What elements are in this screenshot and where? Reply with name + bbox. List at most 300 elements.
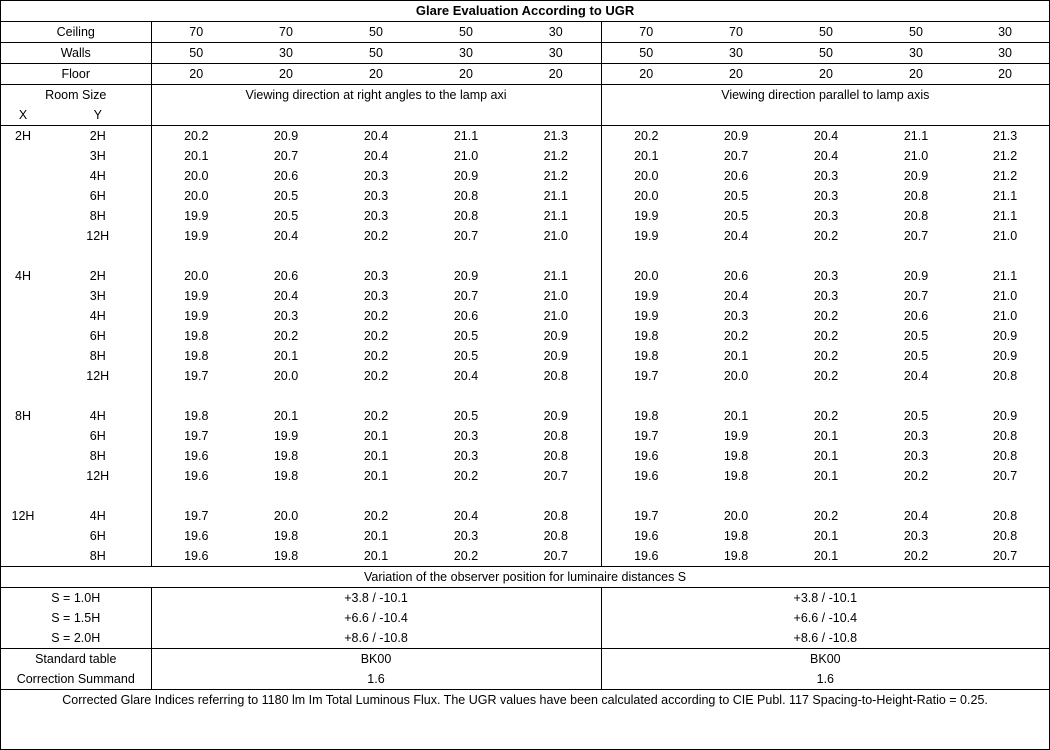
ugr-value-perpendicular: 20.8 bbox=[453, 189, 479, 203]
ugr-table-body bbox=[1, 1, 1049, 710]
ugr-value-parallel: 20.8 bbox=[992, 429, 1018, 443]
ugr-value-parallel: 19.7 bbox=[634, 369, 659, 383]
reflectance-value: 20 bbox=[151, 64, 241, 85]
ugr-value-perpendicular: 19.7 bbox=[184, 509, 209, 523]
ugr-value-perpendicular: 19.6 bbox=[184, 529, 209, 543]
y-value: 12H bbox=[45, 466, 151, 486]
ugr-value-perpendicular: 20.4 bbox=[453, 369, 479, 383]
reflectance-value: 50 bbox=[331, 22, 421, 43]
ugr-value-parallel: 20.7 bbox=[723, 149, 749, 163]
ugr-value-parallel: 19.6 bbox=[634, 449, 659, 463]
table-row bbox=[1, 346, 1049, 366]
ugr-value-perpendicular: 20.1 bbox=[363, 549, 389, 563]
ugr-value-perpendicular: 19.9 bbox=[184, 289, 209, 303]
ugr-value-parallel: 20.2 bbox=[813, 409, 839, 423]
table-row bbox=[1, 546, 1049, 567]
header-spacer bbox=[691, 105, 781, 126]
y-value: 6H bbox=[45, 526, 151, 546]
direction-header-row bbox=[1, 85, 1049, 106]
ugr-value-parallel: 20.8 bbox=[992, 449, 1018, 463]
reflectance-value: 70 bbox=[151, 22, 241, 43]
ugr-value-parallel: 19.8 bbox=[723, 449, 749, 463]
ugr-value-parallel: 20.7 bbox=[903, 289, 929, 303]
ugr-value-parallel: 20.9 bbox=[992, 409, 1018, 423]
ugr-value-perpendicular: 20.0 bbox=[273, 369, 299, 383]
reflectance-value: 50 bbox=[781, 43, 871, 64]
ugr-value-perpendicular: 21.3 bbox=[511, 126, 601, 147]
ugr-value-perpendicular: 19.7 bbox=[184, 369, 209, 383]
ugr-value-perpendicular: 19.9 bbox=[273, 429, 299, 443]
x-value: 2H bbox=[15, 129, 31, 143]
y-value: 3H bbox=[45, 286, 151, 306]
ugr-value-perpendicular: 19.8 bbox=[184, 409, 209, 423]
ugr-value-perpendicular: 20.6 bbox=[273, 269, 299, 283]
correction-value-perpendicular: 1.6 bbox=[151, 669, 601, 690]
ugr-value-perpendicular: 20.7 bbox=[453, 229, 479, 243]
ugr-value-parallel: 20.5 bbox=[723, 209, 749, 223]
ugr-value-perpendicular: 20.6 bbox=[273, 169, 299, 183]
ugr-value-perpendicular: 21.2 bbox=[511, 166, 601, 186]
ugr-value-perpendicular: 20.9 bbox=[511, 326, 601, 346]
ugr-value-perpendicular: 20.4 bbox=[273, 229, 299, 243]
spacer bbox=[601, 486, 1049, 506]
ugr-value-perpendicular: 20.9 bbox=[453, 169, 479, 183]
ugr-value-perpendicular: 21.1 bbox=[511, 206, 601, 226]
ugr-value-perpendicular: 20.1 bbox=[363, 449, 389, 463]
ugr-value-perpendicular: 19.8 bbox=[273, 469, 299, 483]
variation-title-row bbox=[1, 567, 1049, 588]
y-value: 2H bbox=[45, 126, 151, 147]
table-row bbox=[1, 126, 1049, 147]
ugr-value-parallel: 20.3 bbox=[903, 529, 929, 543]
reflectance-value: 50 bbox=[871, 22, 961, 43]
ugr-value-perpendicular: 20.9 bbox=[511, 346, 601, 366]
ugr-value-perpendicular: 20.8 bbox=[511, 426, 601, 446]
ugr-value-parallel: 21.0 bbox=[903, 149, 929, 163]
spacer bbox=[151, 246, 601, 266]
x-value bbox=[1, 466, 45, 486]
reflectance-value: 30 bbox=[511, 43, 601, 64]
ugr-value-parallel: 20.2 bbox=[634, 129, 659, 143]
ugr-value-perpendicular: 20.2 bbox=[363, 509, 389, 523]
y-header: Y bbox=[45, 105, 151, 126]
ugr-value-perpendicular: 20.9 bbox=[453, 269, 479, 283]
ugr-value-parallel: 20.6 bbox=[723, 269, 749, 283]
ugr-value-perpendicular: 20.2 bbox=[363, 349, 389, 363]
footer-note: Corrected Glare Indices referring to 1180 lm Im Total Luminous Flux. The UGR values have been calculated according to CIE Publ. 117 Spacing-to-Height-Ratio = 0.25. bbox=[62, 693, 988, 707]
spacer bbox=[1, 386, 151, 406]
x-value bbox=[1, 166, 45, 186]
ugr-value-perpendicular: 21.1 bbox=[453, 129, 479, 143]
ugr-value-parallel: 20.3 bbox=[903, 429, 929, 443]
ugr-value-perpendicular: 19.8 bbox=[184, 349, 209, 363]
ugr-value-parallel: 20.5 bbox=[903, 349, 929, 363]
variation-row bbox=[1, 608, 1049, 628]
table-row bbox=[1, 226, 1049, 246]
correction-summand-row bbox=[1, 669, 1049, 690]
variation-value-perpendicular: +6.6 / -10.4 bbox=[151, 608, 601, 628]
ugr-value-perpendicular: 20.0 bbox=[184, 189, 209, 203]
ugr-value-parallel: 20.1 bbox=[723, 409, 749, 423]
ugr-value-perpendicular: 21.0 bbox=[511, 226, 601, 246]
ugr-value-perpendicular: 20.3 bbox=[453, 429, 479, 443]
variation-value-perpendicular: +8.6 / -10.8 bbox=[151, 628, 601, 649]
standard-table-row bbox=[1, 649, 1049, 670]
y-value: 4H bbox=[45, 506, 151, 526]
ugr-value-parallel: 19.7 bbox=[634, 429, 659, 443]
ugr-value-perpendicular: 20.1 bbox=[363, 469, 389, 483]
ugr-value-parallel: 21.0 bbox=[992, 289, 1018, 303]
y-value: 4H bbox=[45, 406, 151, 426]
ugr-value-perpendicular: 20.7 bbox=[273, 149, 299, 163]
ugr-value-parallel: 20.4 bbox=[903, 509, 929, 523]
ugr-value-perpendicular: 20.5 bbox=[273, 209, 299, 223]
ugr-value-parallel: 19.9 bbox=[634, 289, 659, 303]
header-spacer bbox=[511, 105, 601, 126]
y-value: 12H bbox=[45, 366, 151, 386]
reflectance-value: 30 bbox=[961, 22, 1049, 43]
ugr-value-parallel: 20.4 bbox=[723, 229, 749, 243]
ugr-value-parallel: 20.8 bbox=[992, 369, 1018, 383]
reflectance-label: Floor bbox=[1, 64, 151, 85]
spacer bbox=[601, 386, 1049, 406]
ugr-value-parallel: 20.3 bbox=[813, 209, 839, 223]
ugr-value-perpendicular: 20.5 bbox=[453, 349, 479, 363]
table-row bbox=[1, 406, 1049, 426]
table-row bbox=[1, 326, 1049, 346]
ugr-value-parallel: 20.2 bbox=[813, 229, 839, 243]
ugr-value-perpendicular: 19.9 bbox=[184, 209, 209, 223]
ugr-value-perpendicular: 19.6 bbox=[184, 549, 209, 563]
y-value: 12H bbox=[45, 226, 151, 246]
ugr-value-parallel: 20.1 bbox=[813, 429, 839, 443]
x-value bbox=[1, 426, 45, 446]
ugr-value-parallel: 20.6 bbox=[723, 169, 749, 183]
variation-label: S = 1.0H bbox=[1, 588, 151, 609]
ugr-value-parallel: 19.6 bbox=[634, 549, 659, 563]
ugr-value-perpendicular: 20.1 bbox=[184, 149, 209, 163]
ugr-value-parallel: 21.0 bbox=[992, 309, 1018, 323]
ugr-value-parallel: 20.0 bbox=[634, 169, 659, 183]
table-row bbox=[1, 186, 1049, 206]
header-spacer bbox=[421, 105, 511, 126]
ugr-value-perpendicular: 20.9 bbox=[511, 406, 601, 426]
ugr-value-parallel: 20.9 bbox=[903, 269, 929, 283]
table-row bbox=[1, 266, 1049, 286]
variation-value-parallel: +8.6 / -10.8 bbox=[793, 631, 858, 645]
reflectance-row bbox=[1, 22, 1049, 43]
ugr-value-perpendicular: 19.9 bbox=[184, 229, 209, 243]
reflectance-value: 20 bbox=[601, 64, 691, 85]
ugr-value-perpendicular: 19.9 bbox=[184, 309, 209, 323]
y-value: 8H bbox=[45, 346, 151, 366]
ugr-value-parallel: 20.3 bbox=[813, 289, 839, 303]
reflectance-value: 20 bbox=[421, 64, 511, 85]
reflectance-row bbox=[1, 64, 1049, 85]
ugr-value-parallel: 20.9 bbox=[723, 129, 749, 143]
ugr-value-parallel: 19.9 bbox=[723, 429, 749, 443]
x-value bbox=[1, 286, 45, 306]
ugr-value-perpendicular: 20.5 bbox=[453, 409, 479, 423]
ugr-value-parallel: 19.8 bbox=[723, 469, 749, 483]
variation-value-parallel: +3.8 / -10.1 bbox=[793, 591, 858, 605]
ugr-value-perpendicular: 21.0 bbox=[453, 149, 479, 163]
ugr-value-perpendicular: 21.1 bbox=[511, 266, 601, 286]
direction-perpendicular-label: Viewing direction at right angles to the lamp axi bbox=[151, 85, 601, 106]
ugr-value-parallel: 20.8 bbox=[903, 209, 929, 223]
ugr-value-perpendicular: 20.1 bbox=[363, 429, 389, 443]
ugr-value-parallel: 19.9 bbox=[634, 309, 659, 323]
reflectance-label: Ceiling bbox=[1, 22, 151, 43]
y-value: 8H bbox=[45, 546, 151, 567]
reflectance-value: 70 bbox=[691, 22, 781, 43]
ugr-value-parallel: 20.1 bbox=[813, 449, 839, 463]
header-spacer bbox=[601, 105, 691, 126]
header-spacer bbox=[781, 105, 871, 126]
reflectance-value: 20 bbox=[511, 64, 601, 85]
table-row bbox=[1, 146, 1049, 166]
ugr-value-perpendicular: 20.1 bbox=[273, 409, 299, 423]
ugr-value-parallel: 20.3 bbox=[903, 449, 929, 463]
ugr-value-perpendicular: 19.8 bbox=[273, 449, 299, 463]
x-value bbox=[1, 326, 45, 346]
ugr-value-parallel: 20.2 bbox=[813, 329, 839, 343]
ugr-value-perpendicular: 20.3 bbox=[363, 169, 389, 183]
reflectance-row bbox=[1, 43, 1049, 64]
reflectance-value: 50 bbox=[151, 43, 241, 64]
ugr-value-parallel: 20.1 bbox=[723, 349, 749, 363]
ugr-value-parallel: 20.6 bbox=[903, 309, 929, 323]
ugr-value-parallel: 20.5 bbox=[723, 189, 749, 203]
table-row bbox=[1, 506, 1049, 526]
x-value: 4H bbox=[15, 269, 31, 283]
ugr-value-parallel: 19.7 bbox=[634, 509, 659, 523]
table-row bbox=[1, 286, 1049, 306]
ugr-value-perpendicular: 19.7 bbox=[184, 429, 209, 443]
ugr-value-perpendicular: 20.0 bbox=[184, 269, 209, 283]
ugr-value-perpendicular: 20.2 bbox=[184, 129, 209, 143]
reflectance-value: 70 bbox=[241, 22, 331, 43]
y-value: 6H bbox=[45, 426, 151, 446]
ugr-value-parallel: 20.2 bbox=[903, 469, 929, 483]
ugr-value-parallel: 19.8 bbox=[634, 409, 659, 423]
ugr-value-perpendicular: 20.1 bbox=[273, 349, 299, 363]
ugr-value-perpendicular: 21.0 bbox=[511, 306, 601, 326]
reflectance-value: 50 bbox=[331, 43, 421, 64]
ugr-value-parallel: 19.6 bbox=[634, 529, 659, 543]
variation-label: S = 1.5H bbox=[1, 608, 151, 628]
header-spacer bbox=[241, 105, 331, 126]
ugr-value-perpendicular: 19.8 bbox=[273, 549, 299, 563]
table-row bbox=[1, 306, 1049, 326]
ugr-value-parallel: 20.3 bbox=[813, 189, 839, 203]
ugr-value-perpendicular: 20.3 bbox=[363, 189, 389, 203]
reflectance-value: 20 bbox=[961, 64, 1049, 85]
ugr-value-parallel: 20.4 bbox=[723, 289, 749, 303]
ugr-value-perpendicular: 20.4 bbox=[453, 509, 479, 523]
y-value: 4H bbox=[45, 166, 151, 186]
x-value bbox=[1, 546, 45, 567]
ugr-value-perpendicular: 20.8 bbox=[453, 209, 479, 223]
ugr-value-perpendicular: 19.6 bbox=[184, 449, 209, 463]
reflectance-value: 20 bbox=[781, 64, 871, 85]
ugr-value-parallel: 20.8 bbox=[903, 189, 929, 203]
ugr-value-perpendicular: 19.8 bbox=[273, 529, 299, 543]
table-row bbox=[1, 466, 1049, 486]
header-spacer bbox=[871, 105, 961, 126]
ugr-value-perpendicular: 20.4 bbox=[273, 289, 299, 303]
page-title: Glare Evaluation According to UGR bbox=[1, 1, 1049, 22]
ugr-value-parallel: 20.0 bbox=[634, 189, 659, 203]
ugr-value-parallel: 20.2 bbox=[813, 309, 839, 323]
variation-row bbox=[1, 588, 1049, 609]
ugr-value-parallel: 21.2 bbox=[992, 149, 1018, 163]
reflectance-value: 20 bbox=[691, 64, 781, 85]
y-value: 8H bbox=[45, 206, 151, 226]
ugr-value-parallel: 21.0 bbox=[992, 229, 1018, 243]
spacer bbox=[151, 386, 601, 406]
reflectance-value: 30 bbox=[241, 43, 331, 64]
room-size-label: Room Size bbox=[1, 85, 151, 106]
ugr-value-perpendicular: 20.8 bbox=[511, 366, 601, 386]
group-spacer-row bbox=[1, 486, 1049, 506]
x-value bbox=[1, 446, 45, 466]
reflectance-value: 30 bbox=[421, 43, 511, 64]
ugr-value-perpendicular: 20.1 bbox=[363, 529, 389, 543]
footer-row bbox=[1, 690, 1049, 711]
ugr-value-parallel: 20.3 bbox=[813, 169, 839, 183]
table-row bbox=[1, 206, 1049, 226]
ugr-value-parallel: 19.8 bbox=[634, 329, 659, 343]
ugr-value-perpendicular: 21.2 bbox=[511, 146, 601, 166]
ugr-value-parallel: 20.2 bbox=[723, 329, 749, 343]
y-value: 2H bbox=[45, 266, 151, 286]
ugr-value-perpendicular: 20.2 bbox=[363, 369, 389, 383]
ugr-value-perpendicular: 20.8 bbox=[511, 506, 601, 526]
ugr-value-perpendicular: 20.7 bbox=[453, 289, 479, 303]
standard-table-parallel: BK00 bbox=[601, 649, 1049, 670]
header-spacer bbox=[331, 105, 421, 126]
ugr-value-parallel: 21.1 bbox=[992, 269, 1018, 283]
reflectance-value: 20 bbox=[331, 64, 421, 85]
ugr-value-perpendicular: 20.7 bbox=[511, 546, 601, 567]
ugr-value-parallel: 20.1 bbox=[813, 549, 839, 563]
spacer bbox=[151, 486, 601, 506]
ugr-value-parallel: 20.4 bbox=[813, 149, 839, 163]
table-row bbox=[1, 426, 1049, 446]
x-value bbox=[1, 206, 45, 226]
variation-row bbox=[1, 628, 1049, 649]
header-spacer bbox=[961, 105, 1049, 126]
table-row bbox=[1, 526, 1049, 546]
ugr-value-perpendicular: 20.3 bbox=[453, 449, 479, 463]
reflectance-value: 50 bbox=[601, 43, 691, 64]
ugr-value-perpendicular: 21.0 bbox=[511, 286, 601, 306]
ugr-value-parallel: 20.5 bbox=[903, 409, 929, 423]
ugr-value-perpendicular: 20.0 bbox=[184, 169, 209, 183]
direction-parallel-label: Viewing direction parallel to lamp axis bbox=[721, 88, 930, 102]
reflectance-value: 20 bbox=[241, 64, 331, 85]
reflectance-value: 30 bbox=[691, 43, 781, 64]
x-value: 12H bbox=[11, 509, 35, 523]
ugr-value-perpendicular: 20.9 bbox=[273, 129, 299, 143]
ugr-value-perpendicular: 20.8 bbox=[511, 526, 601, 546]
spacer bbox=[1, 246, 151, 266]
ugr-value-perpendicular: 20.3 bbox=[363, 269, 389, 283]
ugr-value-perpendicular: 21.1 bbox=[511, 186, 601, 206]
ugr-value-parallel: 20.4 bbox=[813, 129, 839, 143]
header-spacer bbox=[151, 105, 241, 126]
ugr-value-parallel: 20.2 bbox=[813, 369, 839, 383]
ugr-value-perpendicular: 19.6 bbox=[184, 469, 209, 483]
ugr-value-perpendicular: 20.2 bbox=[453, 549, 479, 563]
reflectance-value: 50 bbox=[421, 22, 511, 43]
xy-header-row bbox=[1, 105, 1049, 126]
ugr-value-perpendicular: 20.2 bbox=[363, 309, 389, 323]
ugr-value-parallel: 20.9 bbox=[992, 349, 1018, 363]
ugr-value-parallel: 20.0 bbox=[634, 269, 659, 283]
spacer bbox=[1, 486, 151, 506]
ugr-value-perpendicular: 20.8 bbox=[511, 446, 601, 466]
ugr-value-parallel: 20.2 bbox=[813, 349, 839, 363]
correction-label: Correction Summand bbox=[1, 669, 151, 690]
ugr-value-parallel: 20.8 bbox=[992, 529, 1018, 543]
variation-value-parallel: +6.6 / -10.4 bbox=[793, 611, 858, 625]
ugr-value-perpendicular: 20.3 bbox=[273, 309, 299, 323]
x-value bbox=[1, 346, 45, 366]
reflectance-value: 30 bbox=[511, 22, 601, 43]
x-value bbox=[1, 226, 45, 246]
reflectance-value: 20 bbox=[871, 64, 961, 85]
y-value: 6H bbox=[45, 186, 151, 206]
ugr-value-parallel: 21.1 bbox=[903, 129, 929, 143]
ugr-value-perpendicular: 20.2 bbox=[363, 409, 389, 423]
x-value bbox=[1, 186, 45, 206]
table-row bbox=[1, 446, 1049, 466]
correction-value-parallel: 1.6 bbox=[601, 669, 1049, 690]
ugr-value-perpendicular: 20.6 bbox=[453, 309, 479, 323]
variation-label: S = 2.0H bbox=[1, 628, 151, 649]
variation-title: Variation of the observer position for luminaire distances S bbox=[1, 567, 1049, 588]
ugr-value-perpendicular: 20.7 bbox=[511, 466, 601, 486]
group-spacer-row bbox=[1, 386, 1049, 406]
ugr-value-parallel: 19.8 bbox=[723, 529, 749, 543]
ugr-value-perpendicular: 20.4 bbox=[363, 149, 389, 163]
reflectance-value: 70 bbox=[601, 22, 691, 43]
ugr-table bbox=[1, 1, 1049, 710]
ugr-value-parallel: 20.9 bbox=[903, 169, 929, 183]
ugr-value-parallel: 19.9 bbox=[634, 229, 659, 243]
y-value: 6H bbox=[45, 326, 151, 346]
ugr-value-perpendicular: 19.8 bbox=[184, 329, 209, 343]
ugr-value-parallel: 19.8 bbox=[723, 549, 749, 563]
ugr-value-parallel: 20.4 bbox=[903, 369, 929, 383]
ugr-value-parallel: 20.7 bbox=[992, 549, 1018, 563]
reflectance-value: 30 bbox=[961, 43, 1049, 64]
x-value: 8H bbox=[15, 409, 31, 423]
ugr-value-perpendicular: 20.2 bbox=[363, 229, 389, 243]
x-value bbox=[1, 146, 45, 166]
x-value bbox=[1, 366, 45, 386]
ugr-value-parallel: 20.0 bbox=[723, 509, 749, 523]
ugr-value-parallel: 21.2 bbox=[992, 169, 1018, 183]
ugr-value-perpendicular: 20.2 bbox=[453, 469, 479, 483]
ugr-value-parallel: 21.1 bbox=[992, 189, 1018, 203]
ugr-value-parallel: 20.1 bbox=[813, 529, 839, 543]
ugr-value-perpendicular: 20.0 bbox=[273, 509, 299, 523]
x-header: X bbox=[1, 105, 45, 126]
ugr-value-parallel: 20.1 bbox=[634, 149, 659, 163]
